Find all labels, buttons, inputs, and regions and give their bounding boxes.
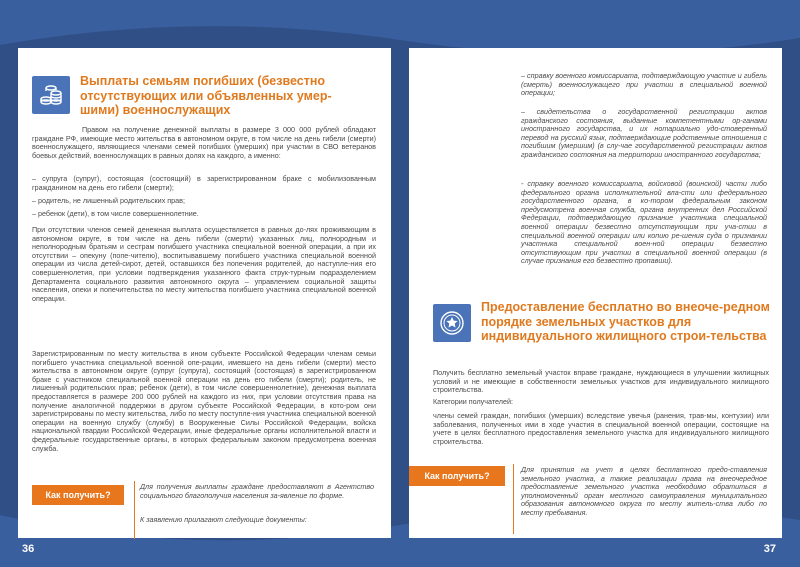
document-item: – справку военного комиссариата, подтверждающую участие и гибель (смерть) военнослужащего при участии в специальной военной операции;: [521, 71, 767, 98]
star-medal-icon: [439, 310, 465, 336]
document-item: – свидетельства о государственной регистрации актов гражданского состояния, выданные компетентными ор-ганами иностранного государства, и их нотариально удо-стоверенный перевод на русский язык, подтверждающие родственные отношения с погибшим (умершим) (в слу-чае государственной регистрации актов гражданского состояния на территории иностранного государства;: [521, 107, 767, 159]
documents-intro: К заявлению прилагают следующие документы:: [140, 515, 307, 524]
recipient-item: – ребенок (дети), в том числе совершеннолетние.: [32, 209, 199, 218]
intro-paragraph: Правом на получение денежной выплаты в размере 3 000 000 рублей обладают граждане РФ, имеющие место жительства в автономном округе, в том числе на день гибели (смерти) военнослужащего, являющиеся членами семей погибших (умерших) при участии в СВО ветеранов боевых действий, военнослужащих в равных долях на каждого, а именно:: [32, 125, 376, 160]
recipient-item: – родитель, не лишенный родительских прав;: [32, 196, 185, 205]
divider: [134, 481, 135, 539]
how-to-get-button[interactable]: Как получить?: [32, 485, 124, 505]
section-title: Предоставление бесплатно во внеоче-редном порядке земельных участков для индивидуального жилищного строи-тельства: [481, 300, 770, 343]
page-number-left: 36: [22, 543, 35, 555]
how-to-get-text: Для получения выплаты граждане предоставляют в Агентство социального благополучия населения за-явление по форме.: [140, 482, 374, 500]
how-to-get-text: Для принятия на учет в целях бесплатного предо-ставления земельного участка, а также реализации права на внеочередное предоставление земельного участка необходимо обратиться в уполномоченный орган местного самоуправления муниципального образования автономного округа по месту житель-ства либо по месту пребывания.: [521, 465, 767, 517]
categories-text: члены семей граждан, погибших (умерших) вследствие увечья (ранения, трав-мы, контузии) или заболевания, полученных ими в ходе участия в специальной военной операции, состоящие на учете в целях бесплатного предоставления земельного участка для индивидуального жилищного строительства.: [433, 411, 769, 446]
intro-paragraph: Получить бесплатно земельный участок вправе граждане, нуждающиеся в улучшении жилищных условий и не имеющие в собственности земельных участков для индивидуального жилищного строительства.: [433, 368, 769, 395]
categories-label: Категории получателей:: [433, 397, 513, 406]
document-item: - справку военного комиссариата, войсковой (воинской) части либо федерального органа исполнительной вла-сти или федерального государственного органа, в ко-тором федеральным законом предусмотрена военная служба, органа внутренних дел Российской Федерации, подтверждающую признание участника специальной военной операции безвестно отсутствующим при уча-стии в специальной военной операции или копию ре-шения суда о признании участника специальной воен-ной операции безвестно отсутствующим при участии в специальной военной операции (в случае признания его безвестно пропавши).: [521, 179, 767, 266]
star-icon-box: [433, 304, 471, 342]
recipient-item: – супруга (супруг), состоящая (состоящий) в зарегистрированном браке с мобилизованным гражданином на день его гибели (смерти);: [32, 174, 376, 192]
how-to-get-button[interactable]: Как получить?: [409, 466, 505, 486]
other-region-paragraph: Зарегистрированным по месту жительства в ином субъекте Российской Федерации членам семьи погибшего участника специальной военной опе-рации, имевшего на день гибели (смерти) место жительства в автономном округе (супруг (супруга), состоящий (состоящая) в зарегистрированном браке с участником специальной военной операции на день его гибели (смерти); родитель, не лишенный родительских прав; ребенок (дети), в том числе совершеннолетние), денежная выплата предоставляется в размере 200 000 рублей на каждого из них, при условии отсутствия права на получение аналогичной поддержки в другом субъекте Российской Федерации, в кото-ром они зарегистрированы по месту жительства, либо по месту поступле-ния участника специальной военной операции на военную службу (службу) в Вооруженные Силы Российской Федерации, войска национальной гвардии Российской Федерации, иные федеральные органы исполнительной власти и федеральные государственные органы, в которых федеральным законом предусмотрена военная служба.: [32, 349, 376, 453]
page-number-right: 37: [763, 543, 776, 555]
divider: [513, 464, 514, 534]
left-page: [18, 48, 391, 538]
coins-icon: [38, 82, 64, 108]
section-title: Выплаты семьям погибших (безвестно отсутствующих или объявленных умер-шими) военнослужащих: [80, 74, 332, 117]
absence-paragraph: При отсутствии членов семей денежная выплата осуществляется в равных до-лях проживающим в автономном округе, в том числе на день гибели (смерти) указанных лиц, полнородным и неполнородным братьям и сестрам погибшего участника специальной военной операции, а при их отсутствии – опекуну (попе-чителю), воспитывавшему погибшего участника специальной военной операции из числа детей-сирот, детей, оставшихся без попечения родителей, до наступле-ния его совершеннолетия, при условии подтверждения указанного факта струк-турным подразделением Департамента социального развития автономного округа – управлением социальной защиты населения, опеки и попечительства по месту жительства погибшего участника специальной военной операции.: [32, 225, 376, 303]
right-page: [409, 48, 782, 538]
coins-icon-box: [32, 76, 70, 114]
